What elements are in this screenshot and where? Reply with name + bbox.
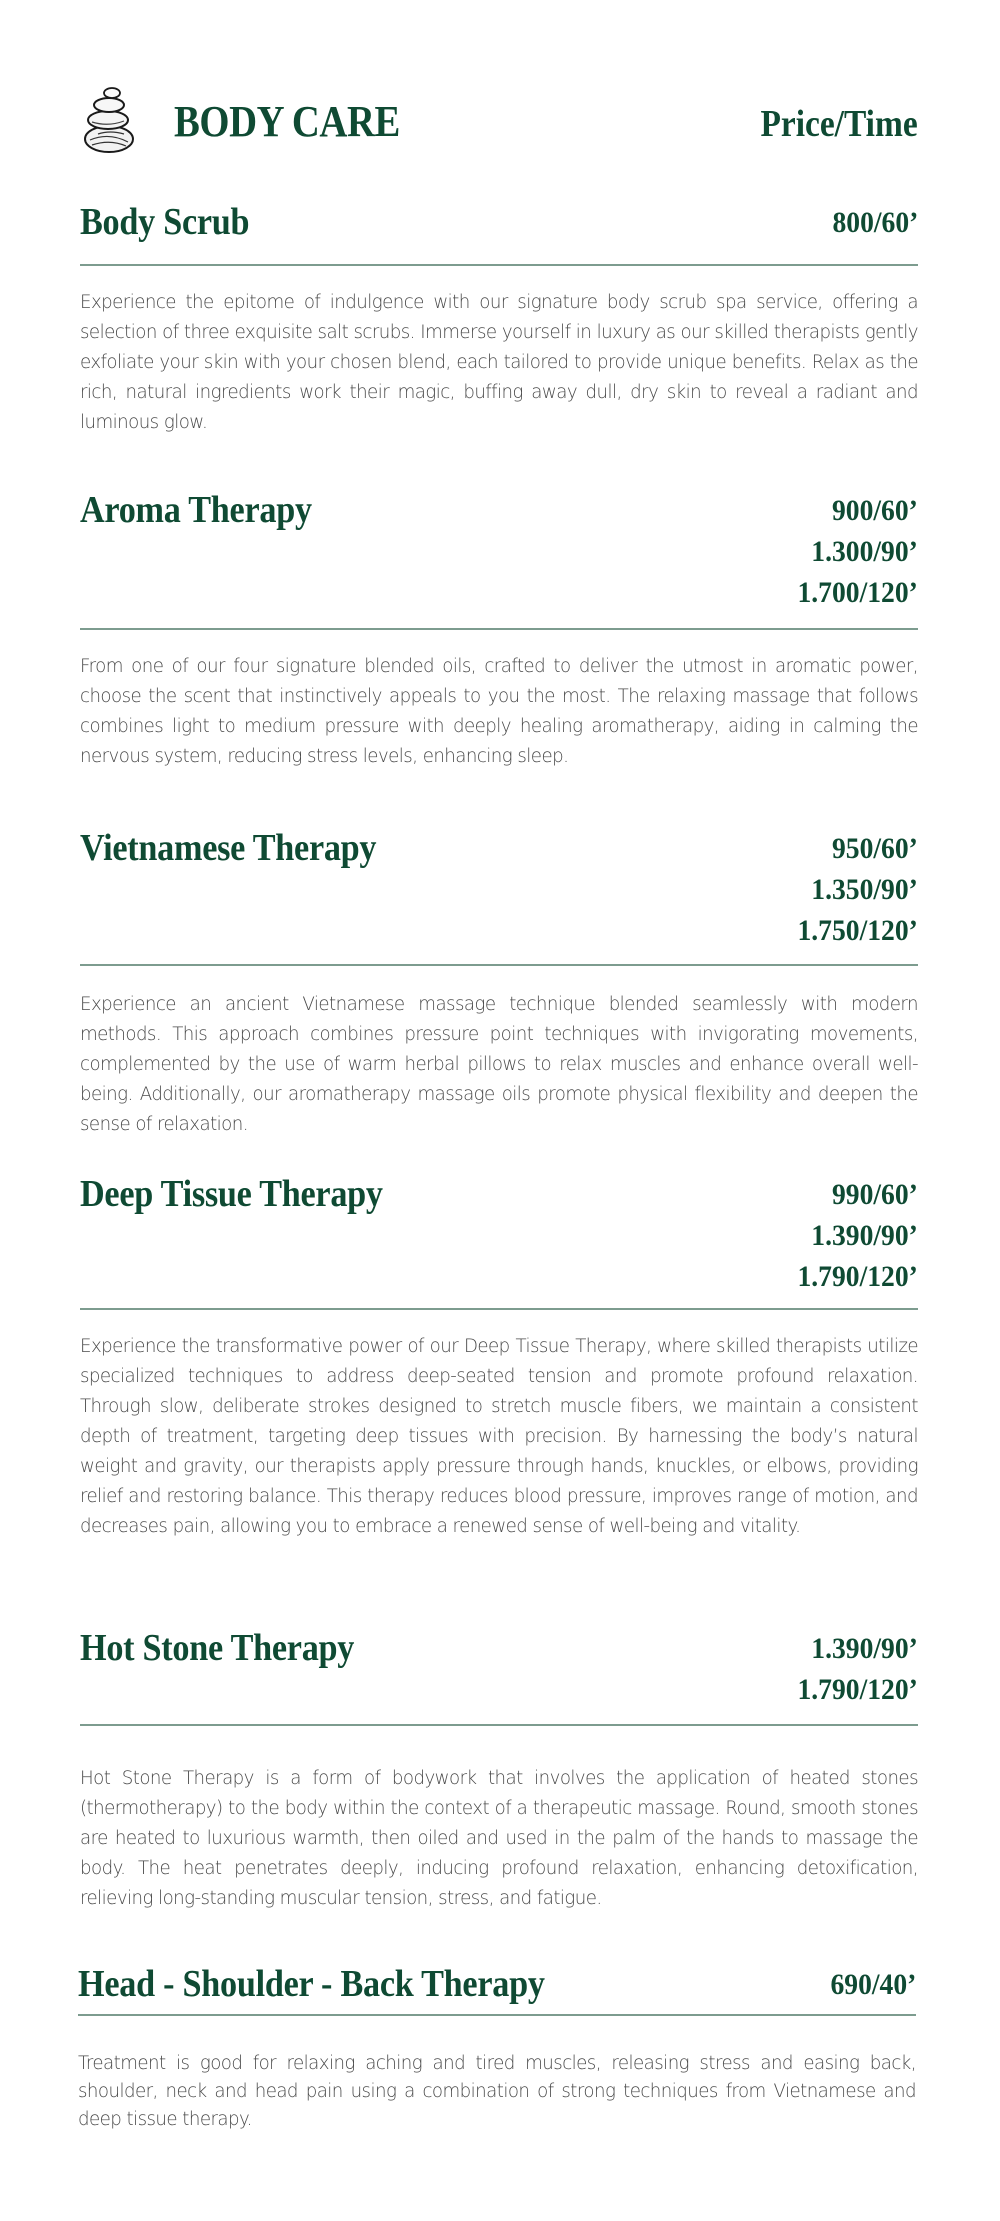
price-list: [787, 828, 918, 951]
service-description: Hot Stone Therapy is a form of bodywork that involves the application of heated stones (thermotherapy) to the body within the context of a therapeutic massage. Round, smooth stones are heated to luxurious warmth, then oiled and used in the palm of the hands to massage the body. The heat penetrates deeply, inducing profound relaxation, enhancing detoxification, relieving long-standing muscular tension, stress, and fatigue.: [80, 1768, 918, 1909]
service-description: Experience the epitome of indulgence with our signature body scrub spa service, offering a selection of three exquisite salt scrubs. Immerse yourself in luxury as our skilled therapists gently exfoliate your skin with your chosen blend, each tailored to provide unique benefits. Relax as the rich, natural ingredients work their magic, buffing away dull, dry skin to reveal a radiant and luminous glow.: [80, 292, 918, 433]
price-time: 1.390/90’: [811, 1219, 918, 1252]
price-time: 1.300/90’: [811, 535, 918, 568]
price-time: 990/60’: [832, 1178, 918, 1211]
section-title: BODY CARE: [174, 97, 400, 146]
service-name: Hot Stone Therapy: [80, 1627, 355, 1669]
service-description: Treatment is good for relaxing aching and tired muscles, releasing stress and easing back, shoulder, neck and head pain using a combination of strong techniques from Vietnamese and deep tissue therapy.: [78, 2053, 916, 2130]
price-time: 1.350/90’: [811, 873, 918, 906]
price-time-column-label: Price/Time: [760, 103, 918, 145]
divider: [78, 2014, 916, 2016]
price-list: [787, 1174, 918, 1297]
divider: [80, 628, 918, 630]
price-time: 1.790/120’: [797, 1673, 918, 1706]
service-name: Body Scrub: [80, 201, 250, 243]
stacked-stones-icon: [78, 84, 140, 154]
price-list: [787, 490, 918, 613]
price-time: 1.700/120’: [797, 576, 918, 609]
divider: [80, 964, 918, 966]
divider: [80, 1724, 918, 1726]
price-time: 950/60’: [832, 832, 918, 865]
service-description: From one of our four signature blended oils, crafted to deliver the utmost in aromatic power, choose the scent that instinctively appeals to you the most. The relaxing massage that follows combines light to medium pressure with deeply healing aromatherapy, aiding in calming the nervous system, reducing stress levels, enhancing sleep.: [80, 656, 918, 767]
price-time: 1.390/90’: [811, 1632, 918, 1665]
price-time: 900/60’: [832, 494, 918, 527]
price-list: [823, 1964, 916, 2005]
price-time: 690/40’: [830, 1968, 916, 2001]
divider: [80, 1308, 918, 1310]
section-header: [78, 84, 918, 164]
service-name: Head - Shoulder - Back Therapy: [78, 1963, 545, 2005]
service-name: Deep Tissue Therapy: [80, 1173, 383, 1215]
service-name: Aroma Therapy: [80, 489, 312, 531]
divider: [80, 264, 918, 266]
price-time: 800/60’: [832, 206, 918, 239]
price-time: 1.790/120’: [797, 1260, 918, 1293]
price-time: 1.750/120’: [797, 914, 918, 947]
service-description: Experience an ancient Vietnamese massage technique blended seamlessly with modern methods. This approach combines pressure point techniques with invigorating movements, complemented by the use of warm herbal pillows to relax muscles and enhance overall well-being. Additionally, our aromatherapy massage oils promote physical flexibility and deepen the sense of relaxation.: [80, 994, 918, 1135]
price-list: [787, 1628, 918, 1710]
price-list: [825, 202, 918, 243]
service-description: Experience the transformative power of our Deep Tissue Therapy, where skilled therapists utilize specialized techniques to address deep-seated tension and promote profound relaxation. Through slow, deliberate strokes designed to stretch muscle fibers, we maintain a consistent depth of treatment, targeting deep tissues with precision. By harnessing the body’s natural weight and gravity, our therapists apply pressure through hands, knuckles, or elbows, providing relief and restoring balance. This therapy reduces blood pressure, improves range of motion, and decreases pain, allowing you to embrace a renewed sense of well-being and vitality.: [80, 1336, 918, 1537]
service-name: Vietnamese Therapy: [80, 827, 377, 869]
